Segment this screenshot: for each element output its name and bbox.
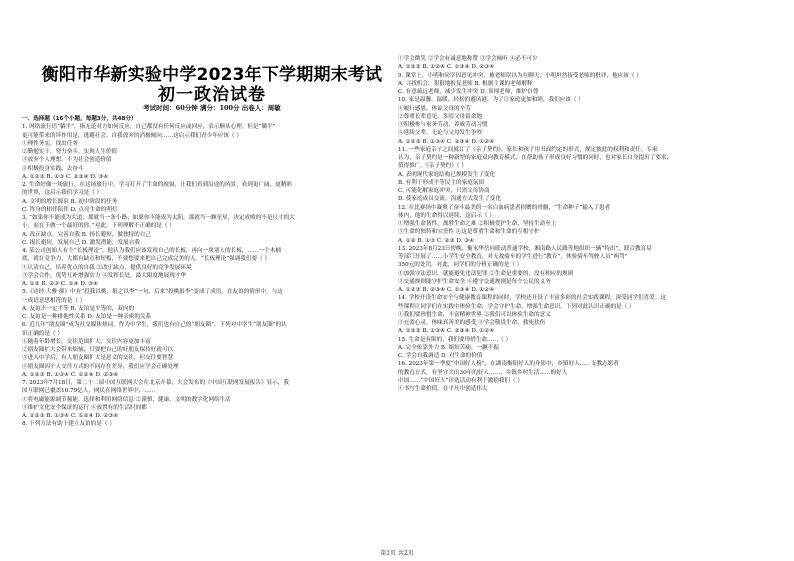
text-line: A. ①②③ B. ①③④ C. ①②④ D. ②③④ (22, 371, 119, 378)
text-line: ①将电磁能源调节频能，选择和利用网络信息 ②谨慎，健康、文明的数字化网络生活 (22, 396, 231, 403)
text-line: ③放弃个人理想，不为社会创造价值 (22, 157, 112, 164)
text-line: ③交通规则能守护生命安全 ④遵守交通规则是每个公民的义务 (398, 278, 551, 285)
text-line: ①增强生命韧性，战胜生命之难 ②积极爱护生命，坚持生命至上 (398, 221, 557, 227)
text-line: A. ①② B. ①③ C. ②③ D. ③④ (398, 237, 475, 244)
text-line: B. 有利于形成平等民主的家庭氛围 (398, 179, 484, 186)
text-line: A. 友谊不一定平等 B. 友谊是平等的，双向的 (22, 305, 135, 312)
text-line: 10. 家是温馨、温暖、轻松的避风港，为了让家庭更加和睦，我们应该（ ） (398, 97, 584, 104)
text-line: ③进入中学后，有人朋友圈扩大是意义的交往，但交往要智慧 (22, 355, 174, 362)
text-line: ①学会微笑 ②学会有诚意地称赞 ③学会倾听 ④必不可少 (398, 56, 538, 62)
text-line: C. 有意疏远老师，减少发生冲突 D. 顶撞老师，维护自尊 (398, 89, 539, 95)
text-line: 中国……“中国好人”评选活动有利于激励我们（ ） (398, 377, 523, 384)
text-line: A. 改正缺点，完善自我 B. 扬长避短，做独特的自己 (22, 231, 151, 238)
text-line: A. ①②③ B. ①②④ C. ①③④ D. ②③④ (398, 64, 495, 71)
text-line: 15. 生命是有限的，我们要珍惜生命……（ ） (398, 336, 512, 343)
text-line: ③充盈心灵，体味真善美的感受 ④学会敬畏生命，救死扶伤 (398, 320, 546, 326)
text-line: 8. 下列方法有助于建立友谊的是（ ） (22, 421, 115, 428)
text-line: D. 使家庭成员交流、沟通方式发生了变化 (398, 196, 501, 203)
text-line: 350元的处罚，对此，同学们的分析正确的是（ ） (398, 262, 523, 269)
text-line: 些课程让同学们在实践中体验生命，学会守护生命，增强生命意识。下列对此认识正确的是（ ） (398, 303, 635, 310)
text-line: 国互联网已覆盖10.79亿人，网民在网络世界中，…… (22, 388, 156, 395)
text-line: 2. 生命好像一场旅行，在这场旅行中，学习打开了生命的视窗，让我们看到沿途的风景，看到更广阔、更精彩 (22, 182, 293, 188)
text-line: ①加强守法意识，就能避免违法犯罪 ②生命是重要的，没有相应的规则 (398, 270, 574, 277)
text-line: 认为，亲子契约是一种新型的家庭双向教育模式，在帮助孩子形成良好习惯的同时，也对家长自身提出了要求， (398, 155, 673, 161)
text-line: A. 完全依靠外力 B. 缩短苦痛，一蹶不振 (398, 344, 499, 351)
text-line: 16. 2023年第一季度“中国好人榜”，在湖南衡阳好人的身影中，乡镇好人……支教志愿者 (398, 361, 619, 368)
page-footer: 第1页 共2页 (380, 550, 414, 557)
text-line: A. 表明现代家庭结构已规模发生了变化 (398, 171, 496, 178)
text-line: ①书写生命价值，在平凡中创造伟大 (398, 386, 488, 392)
text-line: ①理性务实，找出任务 (22, 140, 78, 147)
text-line: 一、选择题（16个小题，每题3分，共48分） (22, 116, 137, 122)
text-line: ①认清自己，培养优点的自我 ②改正缺点，提供良好的竞争发展环境 (22, 264, 192, 271)
text-line: 更可能带来的坏作用是，逃避社会、自我放弃的消极倾向……这启示我们青少年应该（ ） (22, 132, 242, 139)
text-line: 14. 学校开设生命安全与健康教育课程的同时，学校还开设了丰富多彩的社会实践课程，深受同学们喜爱。这 (398, 295, 666, 302)
text-line: A. ①②③ B. ①③④ C. ①②④ D. ②③④ (22, 413, 119, 419)
text-line: C. 友谊是一种排他性关系 D. 友谊是一种亲密的关系 (22, 314, 152, 320)
text-line: A. ①②③ B. ①③④ C. ②③④ D. ①②④ (398, 138, 495, 145)
text-line: A. ①② B. ②③ C. ①④ D. ③④ (22, 281, 99, 287)
text-line: 一成语意思相符的是（ ） (22, 297, 86, 304)
text-line: C. 学会自我调适 D. 对生命的价值 (398, 353, 483, 359)
text-line: 的教育方式，有坚守大山30年的好人……，乡镇乡村生活……的好人 (398, 369, 568, 376)
text-line: 12. 在比赛场中凝聚了奋斗最美的一名白血病患者捐赠的骨髓，“生命种子”输入了患者 (398, 204, 611, 211)
text-line: ④积极投身实践，去奋斗 (22, 165, 84, 172)
text-line: ②勤勉实干，努力奋斗，实现人生价值 (22, 149, 118, 155)
text-line: ③生命的独特和宝贵性 ④这是尊重生命和生命的互相守护 (398, 229, 540, 236)
text-line: 的世界，这启示我们学习是（ ） (22, 190, 103, 197)
text-line: ①履行感恩，体谅父母的辛劳 (398, 105, 471, 112)
text-line: ③维护文化安全保证的运行 ④放置有的生活时间都 (22, 404, 147, 411)
text-line: 小，而在于做一个最好的你。”对此，下列理解不正确的是（ ） (22, 223, 175, 230)
text-line: 体内，他的生命得以延续，这启示（ ） (398, 212, 495, 219)
text-line: C. 揭长避短，发展自己 D. 激发潜能，发展自我 (22, 239, 140, 246)
text-line: ①随着年龄增长，交往范围扩大，交往内容更加丰富 (22, 338, 151, 345)
text-line: 底，就在竞争力，大都有缺点和短板，不要想要来把自己完成完美的人。“长板理论”强调我们要（ ） (22, 256, 271, 263)
text-line: A. 寻找机会，狠狠地报复老师 B. 根据主课的老师解释 (398, 80, 533, 87)
text-line: ③学会合作，优势互补增强实力 ④发挥长处，最大限度地展现才华 (22, 272, 186, 279)
text-line: 6. 近几年“朋友圈”成为社交媒体热词。作为中学生，我们也有自己的“朋友圈”。下列对中学生“朋友圈”的认 (22, 322, 287, 329)
text-line: ②尊重长辈意见，多给父母留余地 (398, 113, 482, 120)
text-line: A. 文明的增长源泉 B. 初中阶段的任务 (22, 198, 118, 205)
text-line: 9. 课堂上，小明和同学因意见冲突，被老师误以为在聊天，小明坦然接受老师的批评，他应该（ ） (398, 72, 642, 79)
text-line: 13. 2023年8月23日傍晚，衡永华岳向联动普通学校，湘南路人民路等地组织一辆“特出”，联合教育局 (398, 245, 652, 252)
text-line: C. 终身的相伴陪伴 D. 点亮生命的明灯 (22, 206, 118, 213)
exam-title: 衡阳市华新实验中学2023年下学期期末考试 (41, 65, 383, 85)
text-line: 3. “如果你不能成为大道，那就当一条小路；如果你不能成为太阳，那就当一颗星星，决定成败的不是尺寸的大 (22, 215, 295, 221)
text-line: 11. 一些家庭亲子之间就订了《亲子契约》，家长和孩子用书面约定的形式，规定彼此的权利和责任。专家 (398, 146, 658, 153)
exam-meta: 考试时间：60分钟 满分：100分 出卷人：周敏 (143, 104, 281, 112)
text-line: 1. 网络流行语“躺平”，指无论对方如何反应，自己都没有任何反应或回应，表示顺从心理。但是“躺平” (22, 124, 276, 131)
exam-subtitle: 初一政治试卷 (158, 85, 266, 105)
text-line: A. ①②③ B. ②③④ C. ①③④ D. ①②④ (398, 287, 495, 293)
text-line: C. 可能化解家庭冲突，只需父母协商 (398, 188, 490, 194)
text-line: ③积极参与家务劳动，养成劳动习惯 (398, 122, 488, 128)
text-line: 5.《诗经·大雅·抑》中有“投我以桃，报之以李”一句，后来“投桃报李”变成了成语。在友谊的情形中，与这 (22, 289, 283, 296)
text-line: 7. 2023年7月18日，第二十二届中国互联网大会在北京开幕，大会发布的《中国互联网发展报告》显示，我 (22, 380, 289, 386)
left-question-text (22, 115, 402, 429)
text-line: A. ①②③ B. ①③④ C. ②③④ D. ①②④ (398, 328, 495, 335)
text-line: 值得推广。《亲子契约》（ ） (398, 163, 467, 170)
text-line: ④朋友圈因个人交往方式的不同存在差异，我们应学会正确处理 (22, 363, 179, 370)
text-line: A. ①②③ B. ①③ C. ②③④ D. ③④ (22, 173, 109, 180)
text-line: ①我们要珍惜生命，丰富精神世界 ②我们可以体验生命的意义 (398, 311, 551, 318)
text-line: 等部门开展了……小学生安全教育，对无故骑车的学生进行“教育”，体验骑车驾驶人员“两驾” (398, 254, 628, 260)
text-line: 4. 某公司创始人有个“长板理论”，他认为我们应该发现自己的长板，再向一块别人的长板，……一个木桶 (22, 248, 281, 254)
right-question-text (398, 55, 778, 393)
text-line: ②朋友圈扩大会带来烦恼，只要把自己的好朋友保持好就可以 (22, 347, 174, 353)
text-line: 识正确的是（ ） (22, 330, 63, 337)
text-line: ④延续父辈，无论与父母发生争吵 (398, 130, 482, 137)
